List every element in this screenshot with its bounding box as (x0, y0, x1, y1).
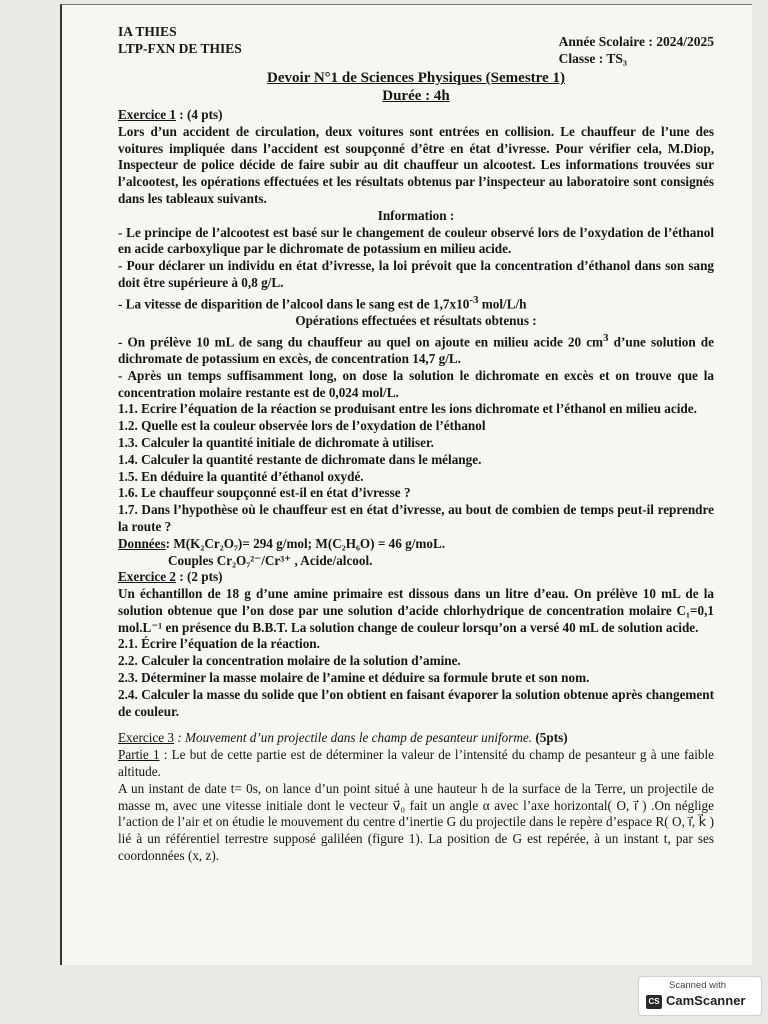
ex1-data-text: : M(K₂Cr₂O₇)= 294 g/mol; M(C₂H₆O) = 46 g/moL. (165, 535, 446, 551)
ex3-part1 (118, 747, 714, 781)
ex1-info-1: - Le principe de l’alcootest est basé sur le changement de couleur observé lors de l’oxydation de l’éthanol en acide carboxylique par le dichromate de potassium en milieu acide. (118, 224, 714, 257)
ex3-body: A un instant de date t= 0s, on lance d’un point situé à une hauteur h de la surface de la Terre, un projectile de masse m, avec une vitesse initiale dont le vecteur v⃗₀ fait un angle α avec l’axe horizontal( O, i⃗ ) .On néglige l’action de l’air et on étudie le mouvement du centre d’inertie G du projectile dans le repère d’espace R( O, i⃗, k⃗ ) lié à un référentiel terrestre supposé galiléen (figure 1). La position de G est repérée, à un instant t, par ses coordonnées (x, z). (118, 780, 714, 864)
ex1-question-3: 1.3. Calculer la quantité initiale de dichromate à utiliser. (118, 434, 434, 450)
ex1-op-1 (118, 330, 714, 368)
ex1-question-6: 1.6. Le chauffeur soupçonné est-il en état d’ivresse ? (118, 485, 411, 501)
school-line2: LTP-FXN DE THIES (118, 41, 242, 56)
camscanner-brand: CamScanner (666, 993, 746, 1008)
exam-content (118, 23, 714, 865)
ex1-ops-title: Opérations effectuées et résultats obtenus : (295, 312, 537, 328)
exam-header (118, 23, 714, 69)
scanned-with-label: Scanned with (669, 980, 727, 991)
exam-title: Devoir N°1 de Sciences Physiques (Semestre 1) (267, 70, 565, 86)
ex3-part-text: : Le but de cette partie est de déterminer la valeur de l’intensité du champ de pesanteur g à une faible altitude. (118, 747, 714, 780)
ex2-intro: Un échantillon de 18 g d’une amine primaire est dissous dans un litre d’eau. On prélève 10 mL de la solution obtenue que l’on dose par une solution d’acide chlorhydrique de concentration molaire C₁=0,1 mol.L⁻¹ en présence du B.B.T. La solution change de couleur lorsqu’on a versé 40 mL de solution acide. (118, 586, 714, 635)
ex1-info-2: - Pour déclarer un individu en état d’ivresse, la loi prévoit que la concentration d’éthanol dans son sang doit être supérieure à 0,8 g/L. (118, 258, 714, 290)
ex3-subtitle: : Mouvement d’un projectile dans le champ de pesanteur uniforme. (174, 730, 533, 746)
ex1-op-1-rest: d’une solution de dichromate de potassium en excès, de concentration 14,7 g/L. (118, 334, 714, 366)
school-year: Année Scolaire : 2024/2025 (558, 34, 714, 49)
ex2-points: : (2 pts) (175, 569, 223, 585)
ex1-question-1: 1.1. Ecrire l’équation de la réaction se produisant entre les ions dichromate et l’éthanol en milieu acide. (118, 401, 697, 417)
ex1-question-5: 1.5. En déduire la quantité d’éthanol oxydé. (118, 468, 364, 484)
ex1-op-1-exp: 3 (603, 331, 609, 344)
ex1-info-title: Information : (377, 207, 455, 223)
ex1-points: : (4 pts) (175, 107, 223, 122)
camscanner-logo-icon: CS (646, 995, 662, 1009)
ex1-title: Exercice 1 (118, 107, 176, 122)
class-block (559, 33, 714, 67)
ex1-heading (118, 107, 714, 124)
ex1-question-7: 1.7. Dans l’hypothèse où le chauffeur est en état d’ivresse, au bout de combien de temps peut-il reprendre la route ? (118, 502, 714, 534)
school-block (118, 23, 242, 57)
ex1-question-4: 1.4. Calculer la quantité restante de dichromate dans le mélange. (118, 451, 482, 467)
ex3-points: (5pts) (532, 730, 568, 746)
ex3-title: Exercice 3 (118, 730, 175, 746)
ex1-data (118, 536, 714, 553)
school-line1: IA THIES (118, 24, 177, 39)
ex2-heading (118, 569, 714, 586)
ex3-heading (118, 730, 714, 747)
ex1-info-3-text: - La vitesse de disparition de l’alcool dans le sang est de 1,7x10 (118, 296, 470, 312)
camscanner-watermark (638, 976, 762, 1016)
ex2-title: Exercice 2 (118, 569, 176, 585)
ex1-data-label: Données (118, 535, 166, 551)
ex1-couples: Couples Cr₂O₇²⁻/Cr³⁺ , Acide/alcool. (168, 552, 373, 568)
ex1-op-2: - Après un temps suffisamment long, on dose la solution le dichromate en excès et on trouve que la concentration molaire restante est de 0,024 mol/L. (118, 367, 714, 400)
class-name: Classe : TS₃ (558, 51, 627, 66)
ex2-question-2: 2.2. Calculer la concentration molaire de la solution d’amine. (118, 653, 461, 669)
ex1-op-1-text: - On prélève 10 mL de sang du chauffeur au quel on ajoute en milieu acide 20 cm (118, 334, 604, 350)
ex1-info-3-unit: mol/L/h (478, 296, 527, 312)
ex1-info-3-exp: -3 (469, 293, 479, 306)
ex1-intro: Lors d’un accident de circulation, deux voitures sont entrées en collision. Le chauffeur de l’une des voitures impliquée dans l’accident est soupçonné d’être en état d’ivresse. Pour vérifier cela, M.Diop, Inspecteur de police décide de faire subir au dit chauffeur un alcootest. Les informations trouvées sur l’alcootest, les opérations effectuées et les résultats obtenus par l’inspecteur au laboratoire sont consignés dans les tableaux suivants. (118, 123, 714, 206)
exam-sheet (60, 4, 752, 965)
exam-duration: Durée : 4h (382, 88, 450, 104)
ex1-info-3 (118, 292, 714, 313)
ex2-question-4: 2.4. Calculer la masse du solide que l’on obtient en faisant évaporer la solution obtenue après changement de couleur. (118, 686, 714, 719)
ex2-question-1: 2.1. Écrire l’équation de la réaction. (118, 636, 320, 652)
ex2-question-3: 2.3. Déterminer la masse molaire de l’amine et déduire sa formule brute et son nom. (118, 670, 590, 686)
ex1-question-2: 1.2. Quelle est la couleur observée lors de l’oxydation de l’éthanol (118, 418, 486, 434)
ex3-part-label: Partie 1 (118, 747, 160, 763)
